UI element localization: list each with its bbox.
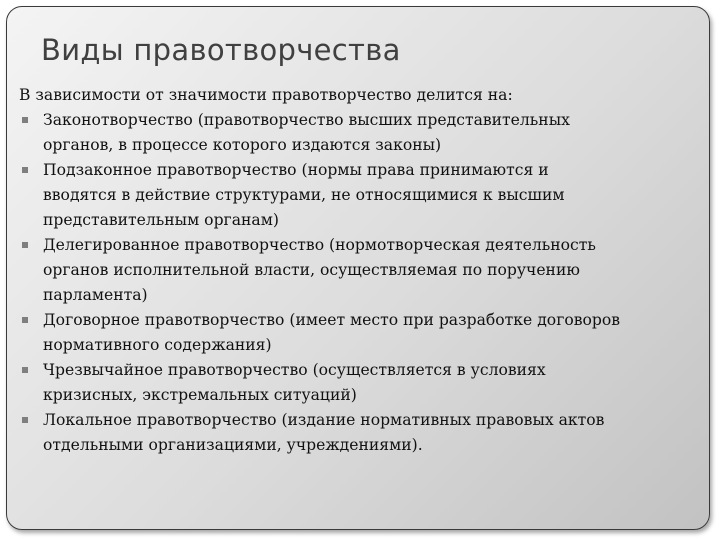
slide-title: Виды правотворчества [41,33,401,67]
list-item-text: Законотворчество (правотворчество высших представительных органов, в процессе которого издаются законы) [43,111,570,154]
list-item-text: Чрезвычайное правотворчество (осуществляется в условиях кризисных, экстремальных ситуаций) [43,361,546,404]
intro-text: В зависимости от значимости правотворчество делится на: [19,86,513,104]
slide [6,6,710,530]
square-bullet-icon [22,242,28,248]
list-item-text: Подзаконное правотворчество (нормы права принимаются и вводятся в действие структурами, не относящимися к высшим представительным органам) [43,161,565,229]
square-bullet-icon [22,117,28,123]
list-item-emergency [19,358,699,408]
square-bullet-icon [22,417,28,423]
square-bullet-icon [22,317,28,323]
bullet-list [19,108,699,458]
list-item-lawmaking [19,108,699,158]
list-item-text: Договорное правотворчество (имеет место при разработке договоров нормативного содержания) [43,311,621,354]
square-bullet-icon [22,167,28,173]
list-item-subordinate [19,158,699,233]
slide-content [19,83,699,458]
list-item-contractual [19,308,699,358]
list-item-text: Делегированное правотворчество (нормотворческая деятельность органов исполнительной власти, осуществляемая по поручению парламента) [43,236,596,304]
square-bullet-icon [22,367,28,373]
list-item-text: Локальное правотворчество (издание нормативных правовых актов отдельными организациями, учреждениями). [43,411,605,454]
list-item-local [19,408,699,458]
list-item-delegated [19,233,699,308]
